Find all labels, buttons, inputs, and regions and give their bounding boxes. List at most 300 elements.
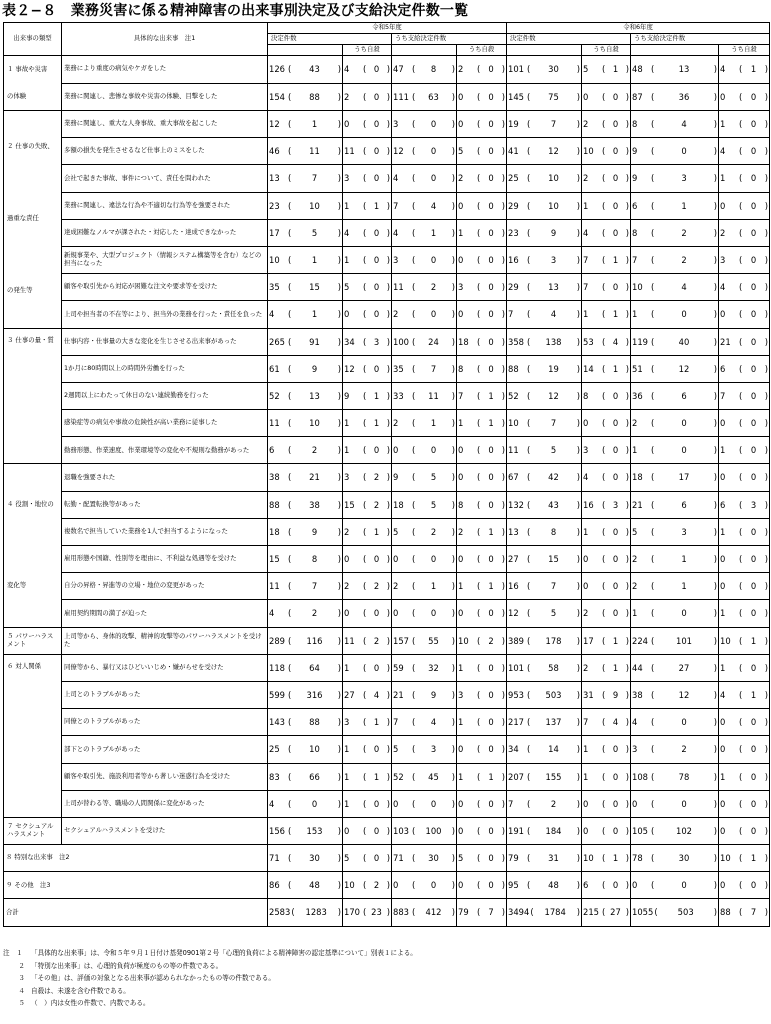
total-value: 18 (393, 499, 404, 510)
total-value: 67 (508, 472, 519, 483)
table-row (4, 355, 770, 382)
value-cell: 2 ( 0 ) (582, 600, 631, 627)
value-cell: 0 ( 0 ) (719, 464, 770, 491)
total-value: 4 (632, 717, 638, 728)
value-cell: 2 ( 0 ) (582, 111, 631, 138)
female-value: 6 (681, 390, 687, 401)
value-cell: 10 ( 7 ) (507, 410, 582, 437)
total-value: 88 (720, 907, 731, 918)
value-cell: 0 ( 0 ) (392, 600, 457, 627)
total-value: 5 (344, 853, 350, 864)
female-value: 13 (548, 282, 559, 293)
total-value: 52 (508, 390, 519, 401)
female-value: 48 (309, 880, 320, 891)
value-cell: 16 ( 7 ) (507, 573, 582, 600)
value-cell: 4 ( 0 ) (631, 709, 719, 736)
total-value: 5 (393, 744, 399, 755)
total-value: 2 (583, 173, 589, 184)
female-value: 0 (750, 771, 757, 782)
female-value: 48 (548, 880, 559, 891)
footnote (3, 947, 769, 960)
total-value: 87 (632, 91, 643, 102)
total-value: 38 (632, 689, 643, 700)
female-value: 1 (681, 581, 687, 592)
total-value: 7 (393, 200, 399, 211)
female-value: 10 (309, 200, 320, 211)
female-value: 138 (545, 336, 562, 347)
value-cell: 0 ( 0 ) (343, 111, 392, 138)
female-value: 503 (677, 907, 694, 918)
female-value: 0 (373, 363, 380, 374)
total-value: 1 (344, 771, 350, 782)
total-value: 0 (720, 798, 726, 809)
value-cell: 101 ( 58 ) (507, 654, 582, 681)
event-label: セクシュアルハラスメントを受けた (62, 817, 268, 844)
total-value: 4 (720, 282, 726, 293)
total-value: 18 (458, 336, 469, 347)
value-cell: 0 ( 0 ) (631, 790, 719, 817)
total-value: 17 (269, 227, 280, 238)
total-value: 118 (269, 662, 285, 673)
category-label: ９ その他 注3 (4, 872, 268, 899)
header-r5-approved: うち支給決定件数 (392, 34, 507, 45)
table-row (4, 654, 770, 681)
female-value: 1 (373, 717, 380, 728)
category-cell (4, 654, 62, 817)
female-value: 0 (373, 853, 380, 864)
value-cell: 7 ( 4 ) (507, 301, 582, 328)
total-value: 4 (393, 227, 399, 238)
value-cell: 0 ( 0 ) (457, 246, 507, 273)
total-value: 3 (458, 689, 464, 700)
female-value: 1 (612, 363, 619, 374)
value-cell: 7 ( 1 ) (457, 382, 507, 409)
total-value: 0 (458, 119, 464, 130)
female-value: 0 (373, 91, 380, 102)
value-cell: 0 ( 0 ) (719, 817, 770, 844)
value-cell: 265 ( 91 ) (268, 328, 343, 355)
table-row (4, 138, 770, 165)
event-label: 複数名で担当していた業務を1人で担当するようになった (62, 518, 268, 545)
total-value: 5 (393, 526, 399, 537)
value-cell: 21 ( 9 ) (392, 681, 457, 708)
female-value: 43 (309, 64, 320, 75)
total-value: 1 (458, 717, 464, 728)
female-value: 1784 (544, 907, 566, 918)
value-cell: 154 ( 88 ) (268, 83, 343, 111)
value-cell: 15 ( 2 ) (343, 491, 392, 518)
female-value: 0 (430, 173, 437, 184)
total-value: 3 (583, 445, 589, 456)
total-value: 2 (583, 662, 589, 673)
value-cell: 0 ( 0 ) (582, 410, 631, 437)
footnote-text: 「その他」は、評価の対象となる出来事が認められなかったもの等の件数である。 (31, 974, 275, 983)
value-cell: 0 ( 0 ) (457, 872, 507, 899)
total-value: 3 (393, 119, 399, 130)
total-value: 0 (393, 608, 399, 619)
female-value: 9 (311, 526, 318, 537)
value-cell: 1 ( 0 ) (343, 790, 392, 817)
event-label: 上司が替わる等、職場の人間関係に変化があった (62, 790, 268, 817)
total-value: 170 (344, 907, 360, 918)
female-value: 116 (306, 635, 323, 646)
female-value: 0 (612, 390, 619, 401)
event-label: 勤務形態、作業速度、作業環境等の変化や不規則な勤務があった (62, 437, 268, 464)
total-value: 265 (269, 336, 285, 347)
total-value: 191 (508, 825, 525, 836)
total-value: 10 (508, 418, 519, 429)
female-value: 10 (309, 744, 320, 755)
value-cell: 4 ( 2 ) (268, 600, 343, 627)
value-cell: 10 ( 4 ) (631, 274, 719, 301)
value-cell: 358 ( 138 ) (507, 328, 582, 355)
total-value: 2 (344, 581, 350, 592)
female-value: 78 (678, 771, 690, 782)
header-type: 出来事の類型 (4, 23, 62, 56)
value-cell: 0 ( 0 ) (457, 437, 507, 464)
female-value: 2 (373, 880, 380, 891)
female-value: 0 (430, 880, 437, 891)
female-value: 0 (681, 798, 687, 809)
value-cell: 157 ( 55 ) (392, 627, 457, 654)
total-value: 0 (393, 445, 399, 456)
event-label: 雇用契約期間の満了が迫った (62, 600, 268, 627)
female-value: 2 (311, 608, 318, 619)
female-value: 1 (373, 390, 380, 401)
female-value: 0 (612, 472, 619, 483)
total-value: 11 (393, 282, 404, 293)
female-value: 0 (750, 445, 757, 456)
female-value: 8 (430, 64, 437, 75)
female-value: 2 (430, 282, 437, 293)
event-label: 顧客や取引先、施設利用者等から著しい迷惑行為を受けた (62, 763, 268, 790)
female-value: 4 (373, 689, 380, 700)
female-value: 1 (612, 309, 619, 320)
category-cell (4, 627, 62, 654)
female-value: 101 (676, 635, 693, 646)
table-row (4, 872, 770, 899)
total-value: 12 (269, 119, 280, 130)
total-value: 7 (632, 254, 638, 265)
value-cell: 23 ( 10 ) (268, 192, 343, 219)
female-value: 0 (612, 200, 619, 211)
female-value: 1 (430, 227, 437, 238)
total-value: 7 (458, 390, 464, 401)
female-value: 1 (373, 526, 380, 537)
value-cell: 4 ( 0 ) (719, 274, 770, 301)
female-value: 0 (750, 254, 757, 265)
total-value: 132 (508, 499, 525, 510)
total-value: 5 (458, 146, 464, 157)
value-cell: 4 ( 0 ) (392, 165, 457, 192)
event-label: 達成困難なノルマが課された・対応した・達成できなかった (62, 219, 268, 246)
event-label: 業務に関連し、違法な行為や不適切な行為等を強要された (62, 192, 268, 219)
value-cell: 6 ( 0 ) (582, 872, 631, 899)
total-value: 1 (583, 526, 589, 537)
total-value: 12 (393, 146, 404, 157)
total-value: 154 (269, 91, 285, 102)
page-title: 表２−８ 業務災害に係る精神障害の出来事別決定及び支給決定件数一覧 (2, 3, 469, 19)
total-value: 0 (344, 309, 350, 320)
category-label: １ 事故や災害 の体験 (7, 64, 48, 100)
total-value: 1 (344, 254, 350, 265)
female-value: 7 (311, 581, 318, 592)
value-cell: 34 ( 14 ) (507, 736, 582, 763)
value-cell: 5 ( 3 ) (392, 736, 457, 763)
value-cell: 1 ( 0 ) (457, 709, 507, 736)
value-cell: 88 ( 7 ) (719, 899, 770, 926)
total-value: 0 (458, 880, 464, 891)
value-cell: 79 ( 7 ) (457, 899, 507, 926)
value-cell: 0 ( 0 ) (719, 83, 770, 111)
value-cell: 1 ( 0 ) (582, 518, 631, 545)
value-cell: 88 ( 19 ) (507, 355, 582, 382)
value-cell: 207 ( 155 ) (507, 763, 582, 790)
total-value: 7 (508, 798, 514, 809)
total-value: 79 (458, 907, 469, 918)
total-value: 1 (720, 608, 726, 619)
total-value: 21 (393, 689, 404, 700)
total-value: 1 (583, 771, 589, 782)
table-row (4, 410, 770, 437)
female-value: 5 (430, 499, 437, 510)
female-value: 316 (306, 689, 323, 700)
female-value: 11 (428, 390, 439, 401)
value-cell: 0 ( 0 ) (392, 437, 457, 464)
female-value: 24 (428, 336, 439, 347)
value-cell: 12 ( 5 ) (507, 600, 582, 627)
total-value: 13 (269, 173, 280, 184)
footnote-text: 「具体的な出来事」は、令和５年９月１日付け基発0901第２号「心理的負荷による精神障害の認定基準について」別表１による。 (31, 949, 417, 957)
female-value: 1 (373, 418, 380, 429)
total-value: 11 (508, 445, 519, 456)
female-value: 42 (548, 472, 559, 483)
total-value: 6 (632, 200, 638, 211)
female-value: 0 (612, 418, 619, 429)
female-value: 0 (430, 254, 437, 265)
value-cell: 132 ( 43 ) (507, 491, 582, 518)
total-value: 1 (632, 309, 638, 320)
female-value: 30 (428, 853, 439, 864)
female-value: 0 (750, 336, 757, 347)
total-value: 48 (632, 64, 643, 75)
value-cell: 36 ( 6 ) (631, 382, 719, 409)
category-cell (4, 111, 62, 329)
total-value: 599 (269, 689, 285, 700)
value-cell: 88 ( 38 ) (268, 491, 343, 518)
total-value: 11 (344, 635, 355, 646)
total-value: 36 (632, 390, 643, 401)
total-value: 59 (393, 662, 404, 673)
value-cell: 1 ( 1 ) (457, 410, 507, 437)
value-cell: 10 ( 1 ) (719, 845, 770, 872)
female-value: 30 (678, 853, 690, 864)
table-row (4, 274, 770, 301)
table-row (4, 165, 770, 192)
value-cell: 5 ( 0 ) (457, 845, 507, 872)
value-cell: 0 ( 0 ) (457, 301, 507, 328)
total-value: 0 (720, 200, 726, 211)
value-cell: 217 ( 137 ) (507, 709, 582, 736)
female-value: 1 (750, 635, 757, 646)
total-value: 6 (269, 445, 275, 456)
total-value: 31 (583, 689, 594, 700)
female-value: 9 (550, 227, 557, 238)
female-value: 12 (548, 390, 559, 401)
value-cell: 10 ( 2 ) (343, 872, 392, 899)
female-value: 0 (750, 554, 757, 565)
female-value: 3 (550, 254, 557, 265)
female-value: 30 (548, 64, 559, 75)
total-value: 7 (583, 717, 589, 728)
value-cell: 0 ( 0 ) (582, 817, 631, 844)
table-row (4, 382, 770, 409)
female-value: 13 (678, 64, 690, 75)
value-cell: 0 ( 0 ) (719, 736, 770, 763)
event-label: 同僚とのトラブルがあった (62, 709, 268, 736)
value-cell: 52 ( 13 ) (268, 382, 343, 409)
female-value: 13 (309, 390, 320, 401)
female-value: 0 (612, 91, 619, 102)
female-value: 75 (548, 91, 559, 102)
total-value: 0 (583, 581, 589, 592)
total-value: 16 (508, 254, 519, 265)
female-value: 0 (488, 119, 494, 130)
value-cell: 101 ( 30 ) (507, 56, 582, 84)
total-value: 33 (393, 390, 404, 401)
value-cell: 79 ( 31 ) (507, 845, 582, 872)
value-cell: 9 ( 0 ) (631, 138, 719, 165)
total-value: 5 (458, 853, 464, 864)
value-cell: 9 ( 3 ) (631, 165, 719, 192)
value-cell: 0 ( 0 ) (457, 546, 507, 573)
value-cell: 1 ( 0 ) (631, 437, 719, 464)
total-value: 16 (508, 581, 519, 592)
value-cell: 1055 ( 503 ) (631, 899, 719, 926)
table-row (4, 845, 770, 872)
total-value: 1 (720, 445, 726, 456)
female-value: 2 (373, 472, 380, 483)
female-value: 0 (373, 798, 380, 809)
value-cell: 953 ( 503 ) (507, 681, 582, 708)
event-label: 雇用形態や国籍、性別等を理由に、不利益な処遇等を受けた (62, 546, 268, 573)
total-value: 0 (720, 91, 726, 102)
total-value: 38 (269, 472, 280, 483)
value-cell: 21 ( 6 ) (631, 491, 719, 518)
value-cell: 4 ( 0 ) (719, 138, 770, 165)
value-cell: 0 ( 0 ) (457, 600, 507, 627)
event-label: 1か月に80時間以上の時間外労働を行った (62, 355, 268, 382)
total-value: 0 (583, 798, 589, 809)
value-cell: 71 ( 30 ) (392, 845, 457, 872)
value-cell: 0 ( 0 ) (343, 600, 392, 627)
value-cell: 27 ( 4 ) (343, 681, 392, 708)
header-r6: 令和6年度 (507, 23, 770, 34)
total-value: 4 (583, 472, 589, 483)
female-value: 1 (488, 418, 494, 429)
female-value: 6 (681, 499, 687, 510)
event-label: 上司や担当者の不在等により、担当外の業務を行った・責任を負った (62, 301, 268, 328)
total-value: 0 (583, 418, 589, 429)
value-cell: 3 ( 0 ) (719, 246, 770, 273)
total-value: 0 (720, 744, 726, 755)
female-value: 0 (612, 581, 619, 592)
value-cell: 2 ( 1 ) (631, 546, 719, 573)
female-value: 1 (750, 64, 757, 75)
female-value: 32 (428, 662, 439, 673)
total-value: 1 (344, 200, 350, 211)
total-value: 27 (344, 689, 355, 700)
value-cell: 2583 ( 1283 ) (268, 899, 343, 926)
total-value: 0 (720, 554, 726, 565)
value-cell: 1 ( 1 ) (457, 573, 507, 600)
female-value: 0 (488, 363, 494, 374)
value-cell: 0 ( 0 ) (343, 301, 392, 328)
female-value: 2 (550, 798, 557, 809)
header-r5-decided-blank (268, 45, 343, 56)
value-cell: 52 ( 12 ) (507, 382, 582, 409)
total-value: 95 (508, 880, 519, 891)
female-value: 0 (681, 418, 687, 429)
total-value: 6 (720, 363, 726, 374)
female-value: 0 (681, 608, 687, 619)
value-cell: 0 ( 0 ) (457, 111, 507, 138)
total-value: 7 (393, 717, 399, 728)
female-value: 1 (373, 200, 380, 211)
female-value: 2 (373, 635, 380, 646)
value-cell: 1 ( 0 ) (343, 736, 392, 763)
female-value: 0 (750, 309, 757, 320)
total-value: 21 (632, 499, 643, 510)
value-cell: 9 ( 5 ) (392, 464, 457, 491)
value-cell: 52 ( 45 ) (392, 763, 457, 790)
event-label: 上司等から、身体的攻撃、精神的攻撃等のパワーハラスメントを受けた (62, 627, 268, 654)
table-row (4, 790, 770, 817)
total-value: 108 (632, 771, 649, 782)
table-row (4, 817, 770, 844)
value-cell: 0 ( 0 ) (719, 546, 770, 573)
female-value: 0 (488, 309, 494, 320)
female-value: 2 (311, 445, 318, 456)
total-value: 71 (393, 853, 404, 864)
value-cell: 599 ( 316 ) (268, 681, 343, 708)
female-value: 23 (371, 907, 382, 918)
total-value: 29 (508, 200, 519, 211)
total-value: 9 (632, 173, 638, 184)
value-cell: 33 ( 11 ) (392, 382, 457, 409)
total-value: 10 (720, 635, 731, 646)
value-cell: 13 ( 7 ) (268, 165, 343, 192)
total-value: 0 (344, 825, 350, 836)
female-value: 503 (545, 689, 562, 700)
female-value: 45 (428, 771, 439, 782)
total-value: 0 (720, 880, 726, 891)
total-value: 2 (393, 309, 399, 320)
female-value: 0 (750, 91, 757, 102)
value-cell: 18 ( 9 ) (268, 518, 343, 545)
value-cell: 11 ( 10 ) (268, 410, 343, 437)
value-cell: 1 ( 0 ) (719, 600, 770, 627)
female-value: 412 (425, 907, 442, 918)
female-value: 1 (612, 635, 619, 646)
total-value: 156 (269, 825, 285, 836)
female-value: 1 (311, 119, 318, 130)
total-value: 0 (632, 880, 638, 891)
table-row (4, 573, 770, 600)
female-value: 2 (488, 635, 494, 646)
value-cell: 7 ( 1 ) (582, 246, 631, 273)
total-value: 1 (344, 445, 350, 456)
